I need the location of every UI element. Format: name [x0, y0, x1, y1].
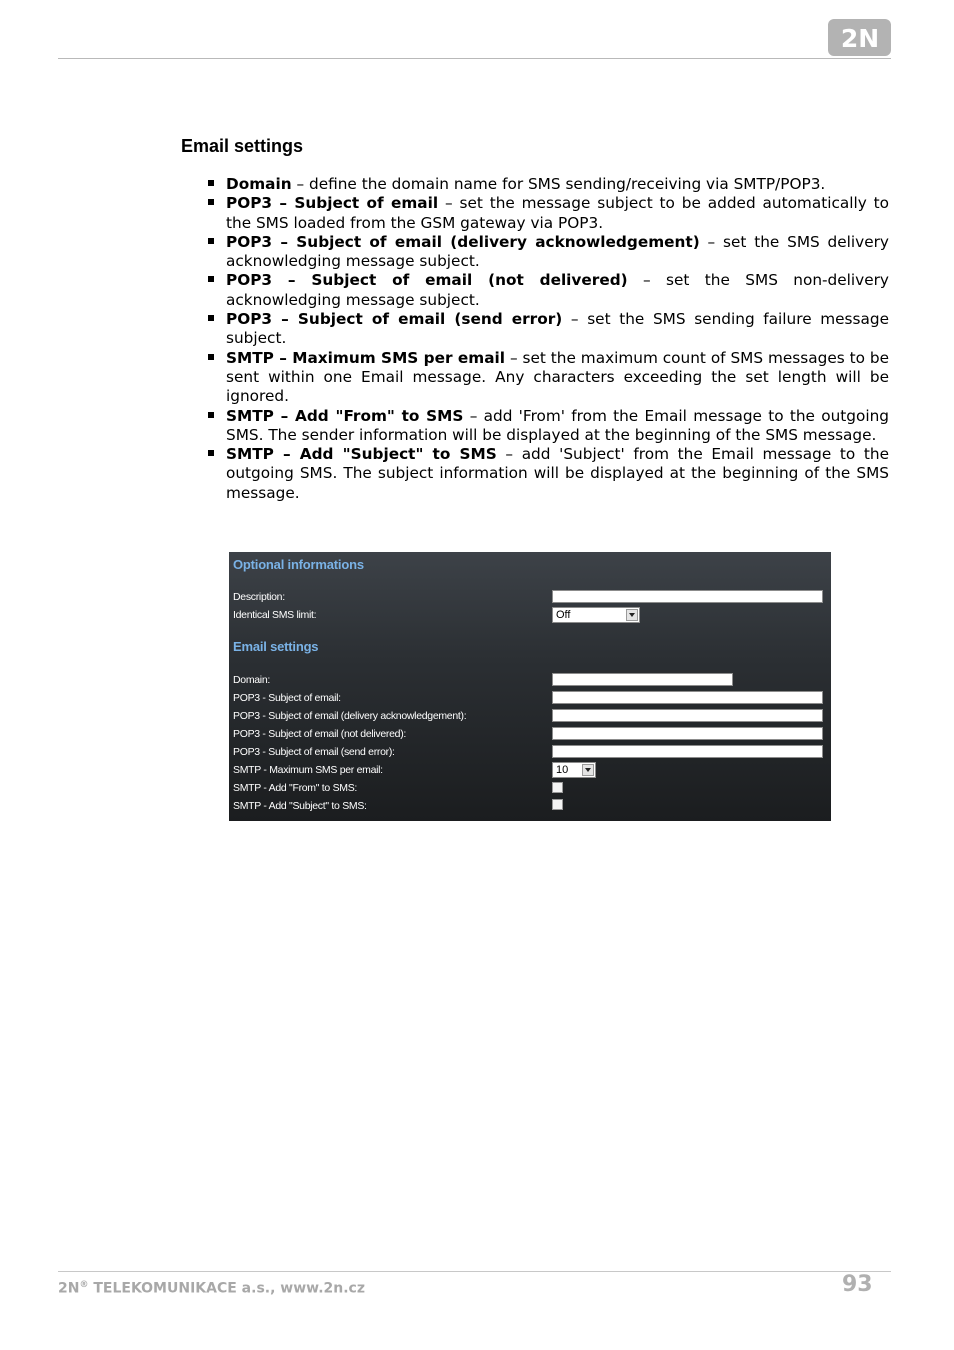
footer-divider — [58, 1271, 891, 1272]
list-item-desc: – set the SMS non-delivery acknowledging message subject. — [226, 271, 889, 309]
footer-company — [58, 1280, 365, 1297]
list-item-term: POP3 – Subject of email (send error) — [226, 310, 563, 329]
list-item-desc: – set the SMS sending failure message subject. — [226, 310, 889, 348]
domain-label: Domain: — [233, 674, 270, 686]
smtp-add-from-label: SMTP - Add "From" to SMS: — [233, 782, 358, 794]
footer-company-prefix: 2N — [58, 1280, 80, 1297]
2n-logo — [828, 19, 891, 56]
chevron-down-icon[interactable] — [582, 764, 594, 776]
smtp-max-sms-label: SMTP - Maximum SMS per email: — [233, 764, 383, 776]
list-item-desc: – set the SMS delivery acknowledging message subject. — [226, 232, 889, 271]
list-item — [205, 194, 889, 233]
email-settings-title: Email settings — [233, 639, 319, 654]
pop3-send-error-input[interactable] — [552, 745, 823, 758]
optional-info-title: Optional informations — [233, 557, 364, 572]
list-item-desc: – add 'Subject' from the Email message to the outgoing SMS. The subject information will be displayed at the beginning of the SMS message. — [226, 445, 889, 502]
description-input[interactable] — [552, 590, 823, 603]
section-title: Email settings — [181, 136, 304, 156]
smtp-add-subject-checkbox[interactable] — [552, 799, 563, 810]
chevron-down-icon[interactable] — [626, 609, 638, 621]
list-item-desc: – add 'From' from the Email message to the outgoing SMS. The sender information will be displayed at the beginning of the SMS message. — [226, 406, 889, 444]
list-item — [205, 271, 889, 310]
pop3-subject-label: POP3 - Subject of email: — [233, 692, 341, 704]
email-settings-screenshot — [229, 552, 831, 821]
list-item — [205, 445, 889, 503]
list-item — [205, 233, 889, 272]
2n-logo-icon — [832, 24, 888, 52]
list-item — [205, 310, 889, 349]
logo-text: 2N — [840, 23, 879, 52]
list-item-term: POP3 – Subject of email — [226, 194, 439, 213]
registered-mark: ® — [79, 1280, 89, 1290]
list-item — [205, 349, 889, 407]
pop3-not-delivered-input[interactable] — [552, 727, 823, 740]
pop3-not-delivered-label: POP3 - Subject of email (not delivered): — [233, 728, 407, 740]
identical-sms-limit-select[interactable] — [552, 607, 640, 623]
list-item-term: POP3 – Subject of email (delivery acknowledgement) — [226, 232, 700, 251]
footer-company-rest: TELEKOMUNIKACE a.s., www.2n.cz — [88, 1280, 365, 1297]
smtp-add-from-checkbox[interactable] — [552, 782, 563, 793]
pop3-send-error-label: POP3 - Subject of email (send error): — [233, 746, 395, 758]
header-divider — [58, 58, 891, 59]
list-item-desc: – set the message subject to be added automatically to the SMS loaded from the GSM gateway via POP3. — [226, 194, 889, 232]
description-label: Description: — [233, 591, 285, 603]
list-item-term: Domain — [226, 175, 292, 193]
list-item-term: SMTP – Add "From" to SMS — [226, 406, 464, 425]
domain-input[interactable] — [552, 673, 733, 686]
page-number: 93 — [842, 1272, 873, 1297]
list-item-term: SMTP – Add "Subject" to SMS — [226, 445, 497, 464]
smtp-add-subject-label: SMTP - Add "Subject" to SMS: — [233, 800, 367, 812]
smtp-max-sms-select[interactable] — [552, 762, 596, 778]
identical-sms-limit-label: Identical SMS limit: — [233, 609, 317, 621]
pop3-ack-subject-input[interactable] — [552, 709, 823, 722]
settings-description-list — [205, 175, 889, 503]
list-item-term: POP3 – Subject of email (not delivered) — [226, 271, 628, 290]
list-item — [205, 175, 889, 194]
list-item-term: SMTP – Maximum SMS per email — [226, 348, 506, 367]
identical-sms-limit-value: Off — [556, 609, 571, 621]
smtp-max-sms-value: 10 — [556, 764, 569, 776]
list-item — [205, 407, 889, 446]
pop3-ack-subject-label: POP3 - Subject of email (delivery acknowledgement): — [233, 710, 467, 722]
pop3-subject-input[interactable] — [552, 691, 823, 704]
list-item-desc: – set the maximum count of SMS messages to be sent within one Email message. Any characters exceeding the set length will be ignored. — [226, 348, 889, 406]
list-item-desc: – define the domain name for SMS sending/receiving via SMTP/POP3. — [291, 175, 826, 193]
